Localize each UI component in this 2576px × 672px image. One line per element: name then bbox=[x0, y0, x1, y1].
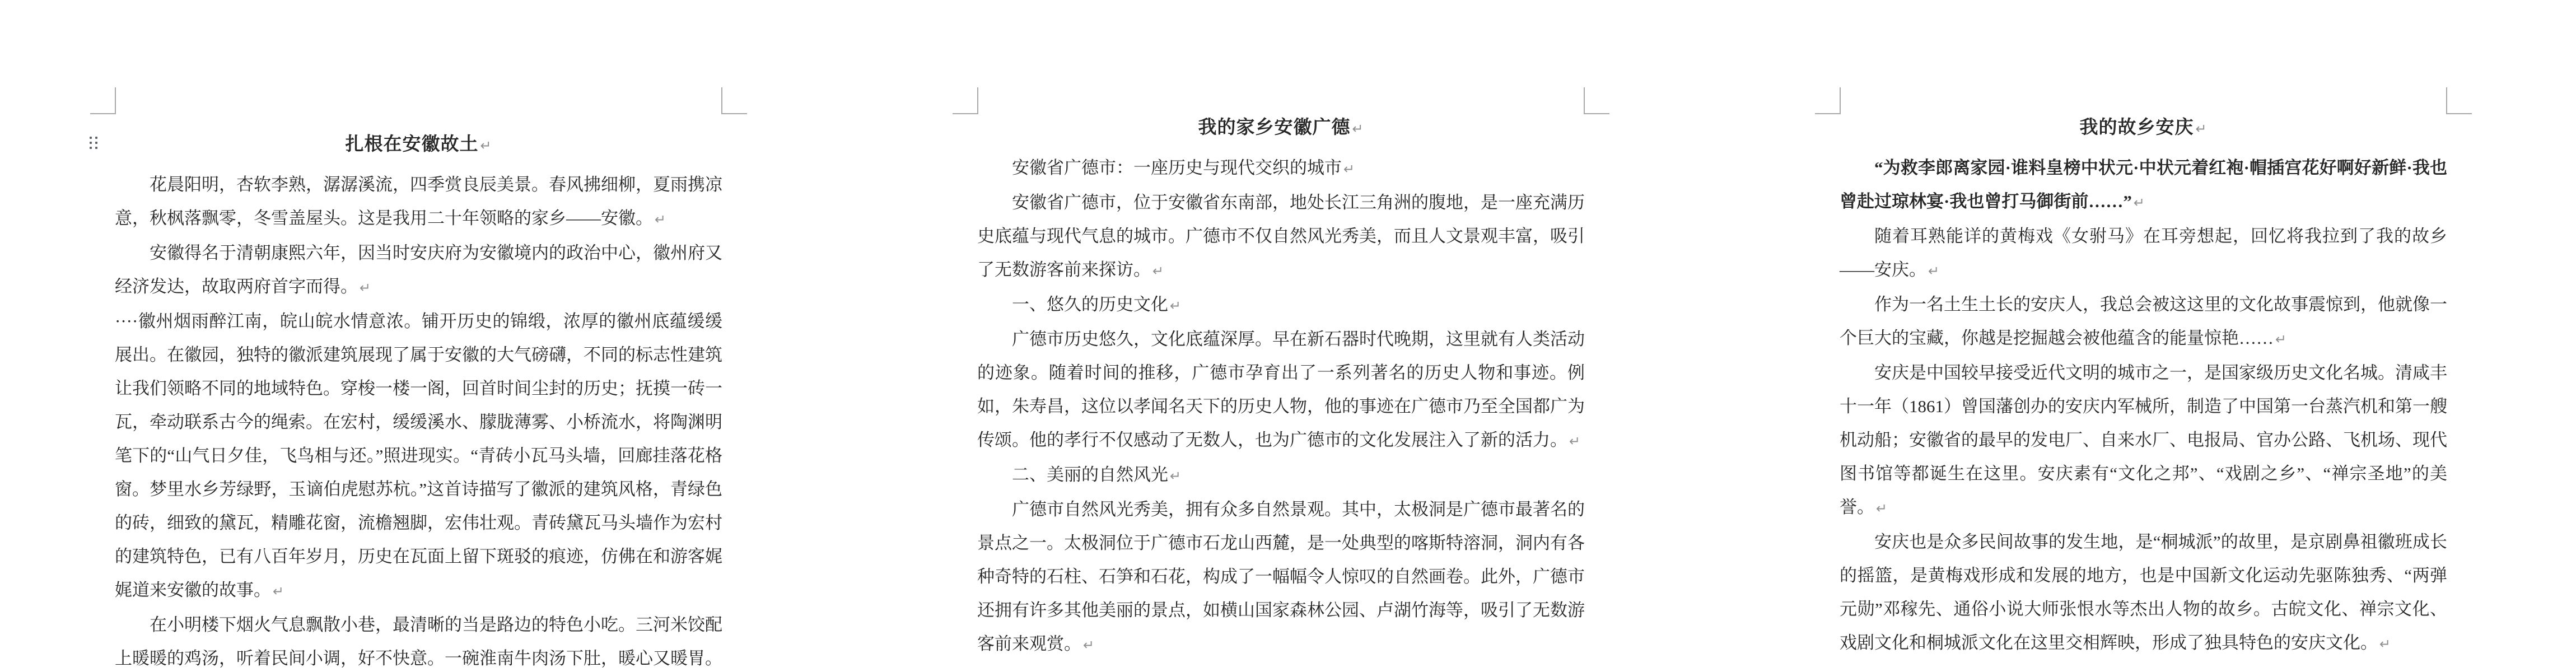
paragraph[interactable] bbox=[977, 323, 1585, 458]
paragraph-mark-icon: ↵ bbox=[1569, 433, 1581, 449]
paragraph-text: 安庆是中国较早接受近代文明的城市之一，是国家级历史文化名城。清咸丰十一年（1861）曾国藩创办的安庆内军械所，制造了中国第一台蒸汽机和第一艘机动船；安徽省的最早的发电厂、自来水厂、电报局、官办公路、飞机场、现代图书馆等都诞生在这里。安庆素有“文化之邦”、“戏剧之乡”、“禅宗圣地”的美誉。 bbox=[1840, 363, 2447, 517]
document-page-2 bbox=[949, 0, 1613, 672]
page-text-area[interactable] bbox=[1840, 0, 2447, 661]
paragraph-list bbox=[977, 151, 1585, 662]
paragraph[interactable] bbox=[115, 608, 722, 672]
paragraph-mark-icon: ↵ bbox=[1352, 121, 1364, 137]
margin-corner-mark-top-right-icon bbox=[721, 87, 747, 114]
paragraph-text: 广德市历史悠久，文化底蕴深厚。早在新石器时代晚期，这里就有人类活动的迹象。随着时间的推移，广德市孕育出了一系列著名的历史人物和事迹。例如，朱寿昌，这位以孝闻名天下的历史人物，他的事迹在广德市乃至全国都广为传颂。他的孝行不仅感动了无数人，也为广德市的文化发展注入了新的活力。 bbox=[977, 329, 1585, 450]
paragraph-mark-icon: ↵ bbox=[2379, 636, 2391, 652]
paragraph[interactable] bbox=[977, 186, 1585, 288]
paragraph[interactable] bbox=[115, 236, 722, 305]
paragraph-mark-icon: ↵ bbox=[1152, 263, 1164, 279]
paragraph[interactable] bbox=[1840, 356, 2447, 525]
paragraph-text: 在小明楼下烟火气息飘散小巷，最清晰的当是路边的特色小吃。三河米饺配上暖暖的鸡汤，听着民间小调，好不快意。一碗淮南牛肉汤下肚，暖心又暖胃。 bbox=[115, 615, 722, 668]
paragraph-list bbox=[115, 168, 722, 672]
paragraph-mark-icon: ↵ bbox=[2195, 121, 2208, 137]
paragraph-list bbox=[1840, 151, 2447, 661]
margin-corner-mark-top-left-icon bbox=[1815, 87, 1841, 114]
paragraph[interactable] bbox=[1840, 220, 2447, 288]
paragraph-text: ····徽州烟雨醉江南，皖山皖水情意浓。铺开历史的锦缎，浓厚的徽州底蕴缓缓展出。在徽园，独特的徽派建筑展现了属于安徽的大气磅礴，不同的标志性建筑让我们领略不同的地域特色。穿梭一楼一阁，回首时间尘封的历史；抚摸一砖一瓦，牵动联系古今的绳索。在宏村，缓缓溪水、朦胧薄雾、小桥流水，将陶渊明笔下的“山气日夕佳，飞鸟相与还。”照进现实。“青砖小瓦马头墙，回廊挂落花格窗。梦里水乡芳绿野，玉谪伯虎慰苏杭。”这首诗描写了徽派的建筑风格，青绿色的砖，细致的黛瓦，精雕花窗，流檐翘脚，宏伟壮观。青砖黛瓦马头墙作为宏村的建筑特色，已有八百年岁月，历史在瓦面上留下斑驳的痕迹，仿佛在和游客娓娓道来安徽的故事。 bbox=[115, 311, 722, 600]
paragraph-mark-icon: ↵ bbox=[1928, 263, 1940, 279]
paragraph-mark-icon: ↵ bbox=[480, 138, 492, 153]
paragraph[interactable] bbox=[977, 493, 1585, 662]
paragraph[interactable] bbox=[115, 305, 722, 608]
page-title[interactable]: 扎根在安徽故土 ↵ bbox=[345, 134, 492, 155]
paragraph-mark-icon: ↵ bbox=[360, 280, 371, 296]
paragraph[interactable] bbox=[115, 168, 722, 236]
paragraph-text: 作为一名土生土长的安庆人，我总会被这这里的文化故事震惊到，他就像一个巨大的宝藏，你越是挖掘越会被他蕴含的能量惊艳…… bbox=[1840, 295, 2447, 348]
paragraph-mark-icon: ↵ bbox=[2133, 195, 2145, 211]
paragraph-text: 花晨阳明，杏软李熟，潺潺溪流，四季赏良辰美景。春风拂细柳，夏雨携凉意，秋枫落飘零，冬雪盖屋头。这是我用二十年领略的家乡——安徽。 bbox=[115, 175, 722, 228]
paragraph-mark-icon: ↵ bbox=[1170, 468, 1182, 484]
paragraph[interactable] bbox=[977, 151, 1585, 186]
paragraph-mark-icon: ↵ bbox=[655, 212, 666, 227]
paragraph-text: 安徽省广德市，位于安徽省东南部，地处长江三角洲的腹地，是一座充满历史底蕴与现代气息的城市。广德市不仅自然风光秀美，而且人文景观丰富，吸引了无数游客前来探访。 bbox=[977, 193, 1585, 279]
document-page-3 bbox=[1812, 0, 2475, 672]
paragraph-text: 二、美丽的自然风光 bbox=[1012, 465, 1168, 484]
paragraph-text: 随着耳熟能详的黄梅戏《女驸马》在耳旁想起，回忆将我拉到了我的故乡——安庆。 bbox=[1840, 226, 2447, 279]
paragraph-mark-icon: ↵ bbox=[273, 584, 284, 599]
margin-corner-mark-top-right-icon bbox=[2446, 87, 2472, 114]
paragraph-mark-icon: ↵ bbox=[1170, 298, 1182, 314]
paragraph[interactable] bbox=[977, 288, 1585, 323]
margin-corner-mark-top-right-icon bbox=[1584, 87, 1609, 114]
margin-corner-mark-top-left-icon bbox=[90, 87, 116, 114]
paragraph[interactable] bbox=[1840, 525, 2447, 661]
paragraph-text: 安徽得名于清朝康熙六年，因当时安庆府为安徽境内的政治中心，徽州府又经济发达，故取两府首字而得。 bbox=[115, 243, 722, 296]
paragraph-text: 安庆也是众多民间故事的发生地，是“桐城派”的故里，是京剧鼻祖徽班成长的摇篮，是黄梅戏形成和发展的地方，也是中国新文化运动先驱陈独秀、“两弹元勋”邓稼先、通俗小说大师张恨水等杰出人物的故乡。古皖文化、禅宗文化、戏剧文化和桐城派文化在这里交相辉映，形成了独具特色的安庆文化。 bbox=[1840, 532, 2447, 652]
paragraph-mark-icon: ↵ bbox=[1876, 501, 1888, 516]
paragraph-text: “为救李郎离家园·谁料皇榜中状元·中状元着红袍·帽插宫花好啊好新鲜·我也曾赴过琼林宴·我也曾打马御街前……” bbox=[1840, 158, 2447, 211]
paragraph-mark-icon: ↵ bbox=[2275, 332, 2287, 347]
paragraph-text: 安徽省广德市：一座历史与现代交织的城市 bbox=[1012, 158, 1342, 178]
paragraph-mark-icon: ↵ bbox=[1343, 161, 1355, 177]
paragraph-text: 一、悠久的历史文化 bbox=[1012, 295, 1168, 314]
document-page-1 bbox=[87, 0, 750, 672]
paragraph[interactable] bbox=[1840, 151, 2447, 220]
paragraph-text: 广德市自然风光秀美，拥有众多自然景观。其中，太极洞是广德市最著名的景点之一。太极洞位于广德市石龙山西麓，是一处典型的喀斯特溶洞，洞内有各种奇特的石柱、石笋和石花，构成了一幅幅令人惊叹的自然画卷。此外，广德市还拥有许多其他美丽的景点，如横山国家森林公园、卢湖竹海等，吸引了无数游客前来观赏。 bbox=[977, 500, 1585, 654]
margin-corner-mark-top-left-icon bbox=[953, 87, 978, 114]
paragraph-mark-icon: ↵ bbox=[1083, 637, 1095, 653]
page-title[interactable]: 我的家乡安徽广德 ↵ bbox=[1198, 118, 1364, 138]
paragraph[interactable] bbox=[977, 458, 1585, 493]
page-text-area[interactable] bbox=[977, 0, 1585, 662]
paragraph[interactable] bbox=[1840, 288, 2447, 356]
page-title[interactable]: 我的故乡安庆 ↵ bbox=[2079, 118, 2208, 138]
page-text-area[interactable] bbox=[115, 0, 722, 672]
